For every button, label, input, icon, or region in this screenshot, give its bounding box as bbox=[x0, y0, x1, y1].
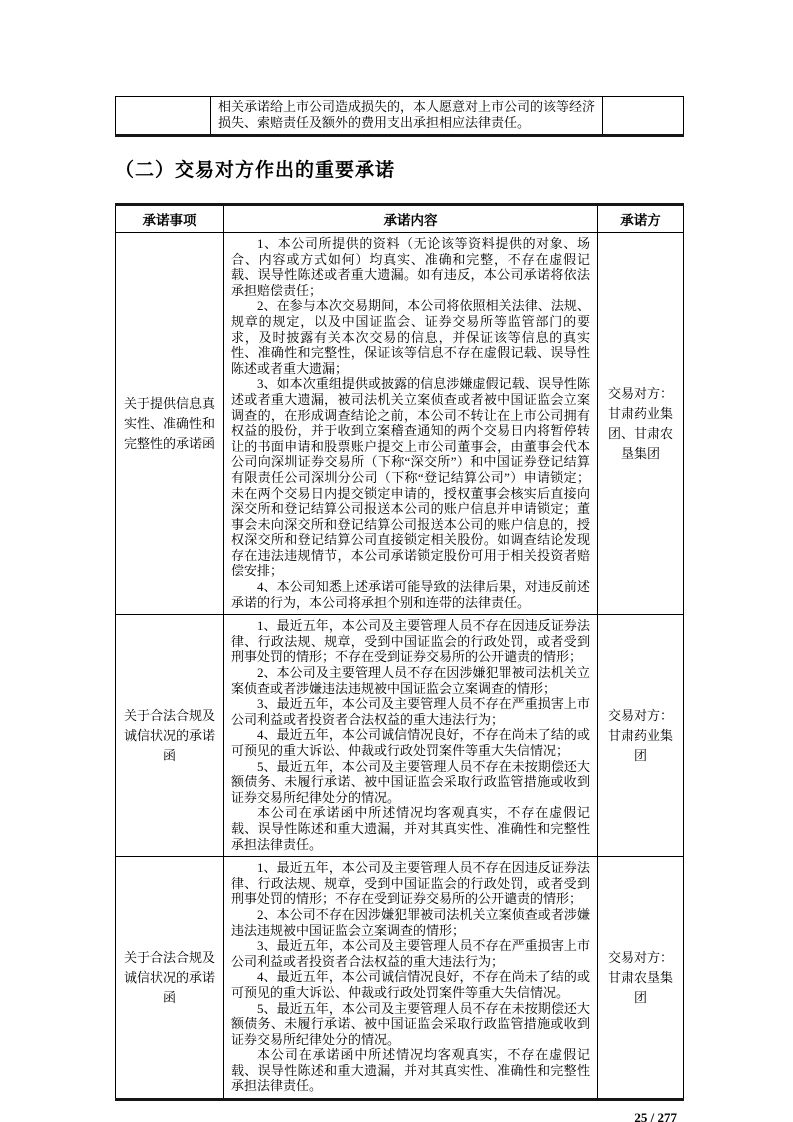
commitment-item-cell: 关于合法合规及诚信状况的承诺函 bbox=[116, 615, 224, 857]
commitment-item-cell: 关于提供信息真实性、准确性和完整性的承诺函 bbox=[116, 233, 224, 615]
commitment-paragraph: 2、在参与本次交易期间，本公司将依照相关法律、法规、规章的规定，以及中国证监会、证券交易所等监管部门的要求，及时披露有关本次交易的信息，并保证该等信息的真实性、准确性和完整性，保证该等信息不存在虚假记载、误导性陈述或者重大遗漏； bbox=[231, 298, 590, 376]
commitment-item-cell: 关于合法合规及诚信状况的承诺函 bbox=[116, 857, 224, 1100]
column-header-item: 承诺事项 bbox=[116, 205, 224, 233]
commitment-paragraph: 1、最近五年，本公司及主要管理人员不存在因违反证券法律、行政法规、规章，受到中国证监会的行政处罚，或者受到刑事处罚的情形；不存在受到证券交易所的公开谴责的情形； bbox=[231, 860, 590, 907]
continuation-table bbox=[115, 96, 684, 137]
commitment-party-cell: 交易对方：甘肃农垦集团 bbox=[598, 857, 684, 1100]
commitment-paragraph: 5、最近五年，本公司及主要管理人员不存在未按期偿还大额债务、未履行承诺、被中国证监会采取行政监管措施或收到证券交易所纪律处分的情况。 bbox=[231, 1000, 590, 1047]
table-row bbox=[116, 857, 684, 1100]
commitment-paragraph: 本公司在承诺函中所述情况均客观真实，不存在虚假记载、误导性陈述和重大遗漏，并对其真实性、准确性和完整性承担法律责任。 bbox=[231, 805, 590, 852]
commitment-party-cell: 交易对方：甘肃药业集团、甘肃农垦集团 bbox=[598, 233, 684, 615]
table-row bbox=[116, 97, 684, 136]
column-header-content: 承诺内容 bbox=[224, 205, 598, 233]
commitment-party-cell: 交易对方：甘肃药业集团 bbox=[598, 615, 684, 857]
commitment-paragraph: 4、最近五年，本公司诚信情况良好，不存在尚未了结的或可预见的重大诉讼、仲裁或行政处罚案件等重大失信情况。 bbox=[231, 969, 590, 1000]
commitments-table bbox=[115, 203, 684, 1101]
commitment-paragraph: 2、本公司不存在因涉嫌犯罪被司法机关立案侦查或者涉嫌违法违规被中国证监会立案调查的情形； bbox=[231, 906, 590, 938]
page-content bbox=[115, 0, 683, 1122]
continuation-text-cell: 相关承诺给上市公司造成损失的，本人愿意对上市公司的该等经济损失、索赔责任及额外的费用支出承担相应法律责任。 bbox=[211, 97, 603, 136]
table-row bbox=[116, 615, 684, 857]
commitment-content-cell bbox=[224, 615, 598, 857]
commitment-paragraph: 3、如本次重组提供或披露的信息涉嫌虚假记载、误导性陈述或者重大遗漏，被司法机关立案侦查或者被中国证监会立案调查的，在形成调查结论之前，本公司不转让在上市公司拥有权益的股份，并于收到立案稽查通知的两个交易日内将暂停转让的书面申请和股票账户提交上市公司董事会，由董事会代本公司向深圳证券交易所（下称“深交所”）和中国证券登记结算有限责任公司深圳分公司（下称“登记结算公司”）申请锁定；未在两个交易日内提交锁定申请的，授权董事会核实后直接向深交所和登记结算公司报送本公司的账户信息并申请锁定；董事会未向深交所和登记结算公司报送本公司的账户信息的，授权深交所和登记结算公司直接锁定相关股份。如调查结论发现存在违法违规情节，本公司承诺锁定股份可用于相关投资者赔偿安排； bbox=[231, 376, 590, 579]
commitment-paragraph: 1、本公司所提供的资料（无论该等资料提供的对象、场合、内容或方式如何）均真实、准确和完整，不存在虚假记载、误导性陈述或者重大遗漏。如有违反，本公司承诺将依法承担赔偿责任； bbox=[231, 236, 590, 298]
section-heading: （二）交易对方作出的重要承诺 bbox=[115, 160, 396, 181]
continuation-empty-right-cell bbox=[603, 97, 684, 136]
commitment-paragraph: 本公司在承诺函中所述情况均客观真实，不存在虚假记载、误导性陈述和重大遗漏，并对其真实性、准确性和完整性承担法律责任。 bbox=[231, 1047, 590, 1094]
commitment-paragraph: 5、最近五年，本公司及主要管理人员不存在未按期偿还大额债务、未履行承诺、被中国证监会采取行政监管措施或收到证券交易所纪律处分的情况。 bbox=[231, 758, 590, 805]
page-number: 25 / 277 bbox=[634, 1110, 677, 1122]
commitment-paragraph: 4、本公司知悉上述承诺可能导致的法律后果，对违反前述承诺的行为，本公司将承担个别和连带的法律责任。 bbox=[231, 579, 590, 610]
commitment-paragraph: 1、最近五年，本公司及主要管理人员不存在因违反证券法律、行政法规、规章，受到中国证监会的行政处罚，或者受到刑事处罚的情形；不存在受到证券交易所的公开谴责的情形； bbox=[231, 618, 590, 665]
continuation-empty-left-cell bbox=[116, 97, 211, 136]
column-header-party: 承诺方 bbox=[598, 205, 684, 233]
commitment-content-cell bbox=[224, 857, 598, 1100]
table-row bbox=[116, 233, 684, 615]
commitment-paragraph: 4、最近五年，本公司诚信情况良好，不存在尚未了结的或可预见的重大诉讼、仲裁或行政处罚案件等重大失信情况； bbox=[231, 727, 590, 758]
commitment-content-cell bbox=[224, 233, 598, 615]
commitment-paragraph: 3、最近五年，本公司及主要管理人员不存在严重损害上市公司利益或者投资者合法权益的重大违法行为； bbox=[231, 696, 590, 727]
table-header-row bbox=[116, 205, 684, 233]
commitment-paragraph: 3、最近五年，本公司及主要管理人员不存在严重损害上市公司利益或者投资者合法权益的重大违法行为； bbox=[231, 938, 590, 969]
commitment-paragraph: 2、本公司及主要管理人员不存在因涉嫌犯罪被司法机关立案侦查或者涉嫌违法违规被中国证监会立案调查的情形； bbox=[231, 665, 590, 696]
